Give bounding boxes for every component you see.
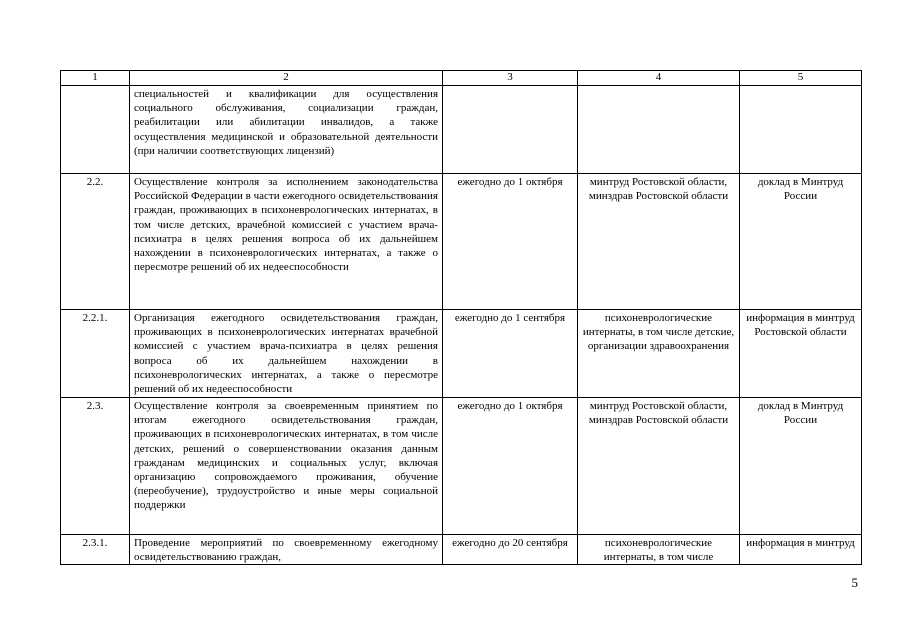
row-executor xyxy=(578,86,740,174)
table-row xyxy=(61,535,862,565)
row-report: информация в минтруд Ростовской области xyxy=(740,310,862,398)
row-executor: минтруд Ростовской области, минздрав Ростовской области xyxy=(578,174,740,310)
plan-table xyxy=(60,70,862,565)
header-col-1: 1 xyxy=(61,71,130,86)
row-measure-text: Организация ежегодного освидетельствования граждан, проживающих в психоневрологических интернатах врачебной комиссией с участием врача-психиатра в целях решения вопроса об их дальнейшем нахождении в психоневрологических интернатах, а также о пересмотре решений об их недееспособности xyxy=(130,310,443,398)
row-number: 2.3. xyxy=(61,398,130,535)
header-row xyxy=(61,71,862,86)
row-executor: психоневрологические интернаты, в том числе детские, организации здравоохранения xyxy=(578,310,740,398)
row-executor: психоневрологические интернаты, в том числе xyxy=(578,535,740,565)
row-executor: минтруд Ростовской области, минздрав Ростовской области xyxy=(578,398,740,535)
row-measure-text: Осуществление контроля за своевременным принятием по итогам ежегодного освидетельствования граждан, проживающих в психоневрологических интернатах, в том числе детских, решений о совершенствовании оказания данным гражданам медицинских и социальных услуг, включая организацию сопровождаемого проживания, обучение (переобучение), трудоустройство и иные меры социальной поддержки xyxy=(130,398,443,535)
header-col-3: 3 xyxy=(443,71,578,86)
row-report: информация в минтруд xyxy=(740,535,862,565)
row-number: 2.3.1. xyxy=(61,535,130,565)
row-measure-text: Проведение мероприятий по своевременному ежегодному освидетельствованию граждан, xyxy=(130,535,443,565)
table-row xyxy=(61,174,862,310)
row-number: 2.2. xyxy=(61,174,130,310)
header-col-4: 4 xyxy=(578,71,740,86)
row-measure-text: Осуществление контроля за исполнением законодательства Российской Федерации в части ежегодного освидетельствования граждан, проживающих в психоневрологических интернатах, в том числе детских, врачебной комиссией с участием врача-психиатра в целях решения вопроса об их дальнейшем нахождении в психоневрологических интернатах, а также о пересмотре решений об их недееспособности xyxy=(130,174,443,310)
row-term xyxy=(443,86,578,174)
header-col-5: 5 xyxy=(740,71,862,86)
row-report xyxy=(740,86,862,174)
table-row xyxy=(61,310,862,398)
row-report: доклад в Минтруд России xyxy=(740,174,862,310)
row-measure-text: специальностей и квалификации для осуществления социального обслуживания, социализации граждан, реабилитации или абилитации инвалидов, а также осуществления медицинской и образовательной деятельности (при наличии соответствующих лицензий) xyxy=(130,86,443,174)
page-number: 5 xyxy=(851,575,858,590)
row-number xyxy=(61,86,130,174)
row-term: ежегодно до 1 сентября xyxy=(443,310,578,398)
row-number: 2.2.1. xyxy=(61,310,130,398)
row-term: ежегодно до 20 сентября xyxy=(443,535,578,565)
header-col-2: 2 xyxy=(130,71,443,86)
table-row xyxy=(61,398,862,535)
row-term: ежегодно до 1 октября xyxy=(443,174,578,310)
table-row xyxy=(61,86,862,174)
row-term: ежегодно до 1 октября xyxy=(443,398,578,535)
row-report: доклад в Минтруд России xyxy=(740,398,862,535)
